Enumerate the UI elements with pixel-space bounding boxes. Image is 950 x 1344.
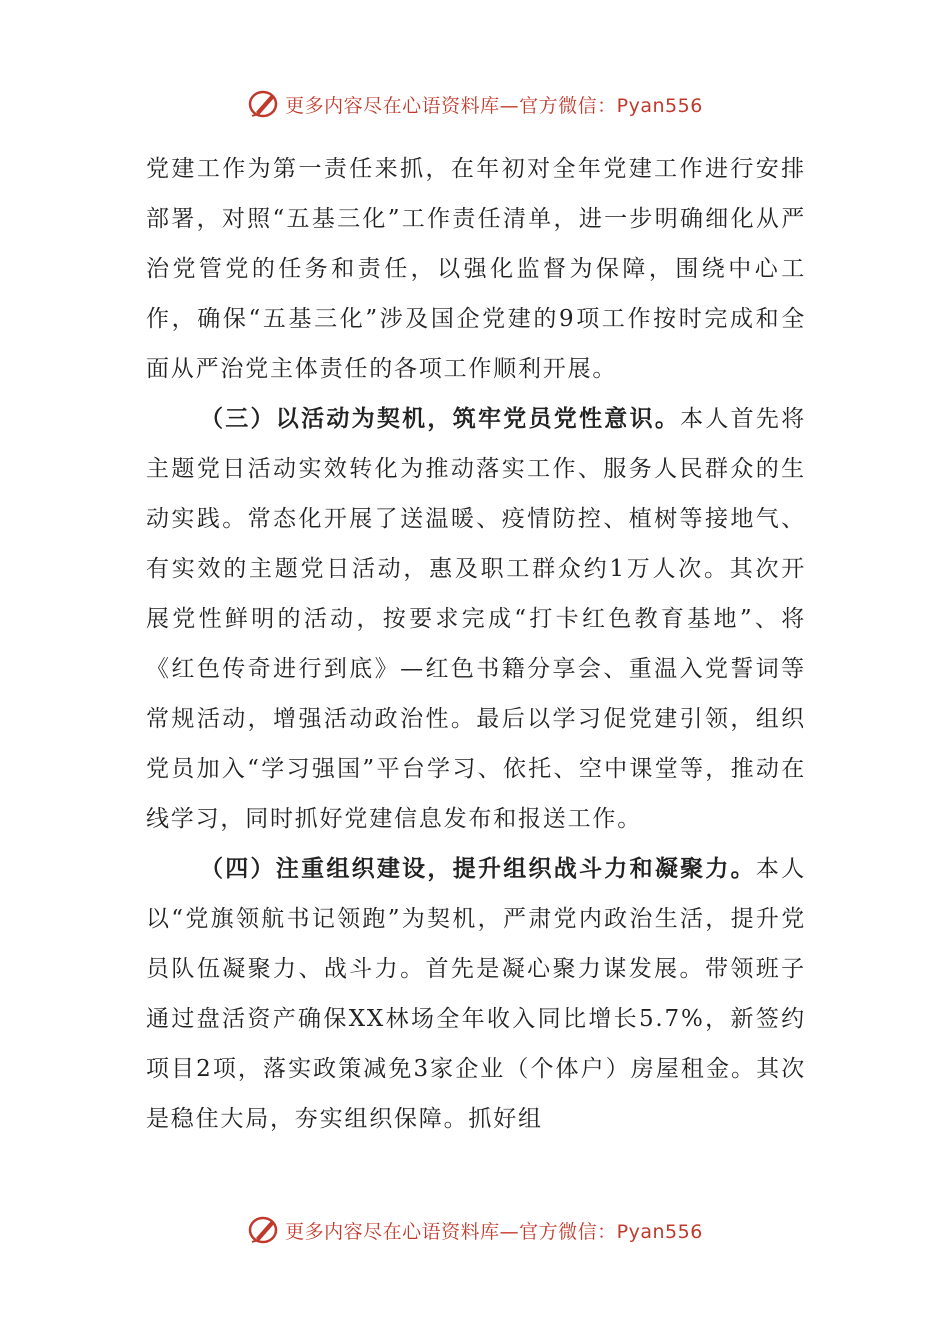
paragraph-text: 党建工作为第一责任来抓，在年初对全年党建工作进行安排部署，对照“五基三化”工作责任清单，进一步明确细化从严治党管党的任务和责任，以强化监督为保障，围绕中心工作，确保“五基三化”涉及国企党建的9项工作按时完成和全面从严治党主体责任的各项工作顺利开展。 bbox=[146, 156, 806, 382]
pen-logo-icon bbox=[247, 1213, 281, 1247]
header-watermark bbox=[0, 84, 950, 124]
section-heading: （四）注重组织建设，提升组织战斗力和凝聚力。 bbox=[200, 856, 756, 882]
pen-logo-icon bbox=[247, 87, 281, 121]
paragraph-section-3 bbox=[146, 394, 806, 844]
footer-watermark-text: 更多内容尽在心语资料库—官方微信：Pyan556 bbox=[285, 1220, 703, 1243]
document-body bbox=[146, 144, 806, 1144]
paragraph-text: 本人以“党旗领航书记领跑”为契机，严肃党内政治生活，提升党员队伍凝聚力、战斗力。首先是凝心聚力谋发展。带领班子通过盘活资产确保XX林场全年收入同比增长5.7%，新签约项目2项，落实政策减免3家企业（个体户）房屋租金。其次是稳住大局，夯实组织保障。抓好组 bbox=[146, 856, 806, 1132]
header-watermark-text: 更多内容尽在心语资料库—官方微信：Pyan556 bbox=[285, 94, 703, 117]
paragraph-continuation bbox=[146, 144, 806, 394]
footer-watermark bbox=[0, 1210, 950, 1250]
paragraph-section-4 bbox=[146, 844, 806, 1144]
paragraph-text: 本人首先将主题党日活动实效转化为推动落实工作、服务人民群众的生动实践。常态化开展了送温暖、疫情防控、植树等接地气、有实效的主题党日活动，惠及职工群众约1万人次。其次开展党性鲜明的活动，按要求完成“打卡红色教育基地”、将《红色传奇进行到底》—红色书籍分享会、重温入党誓词等常规活动，增强活动政治性。最后以学习促党建引领，组织党员加入“学习强国”平台学习、依托、空中课堂等，推动在线学习，同时抓好党建信息发布和报送工作。 bbox=[146, 406, 807, 832]
section-heading: （三）以活动为契机，筑牢党员党性意识。 bbox=[200, 406, 681, 432]
